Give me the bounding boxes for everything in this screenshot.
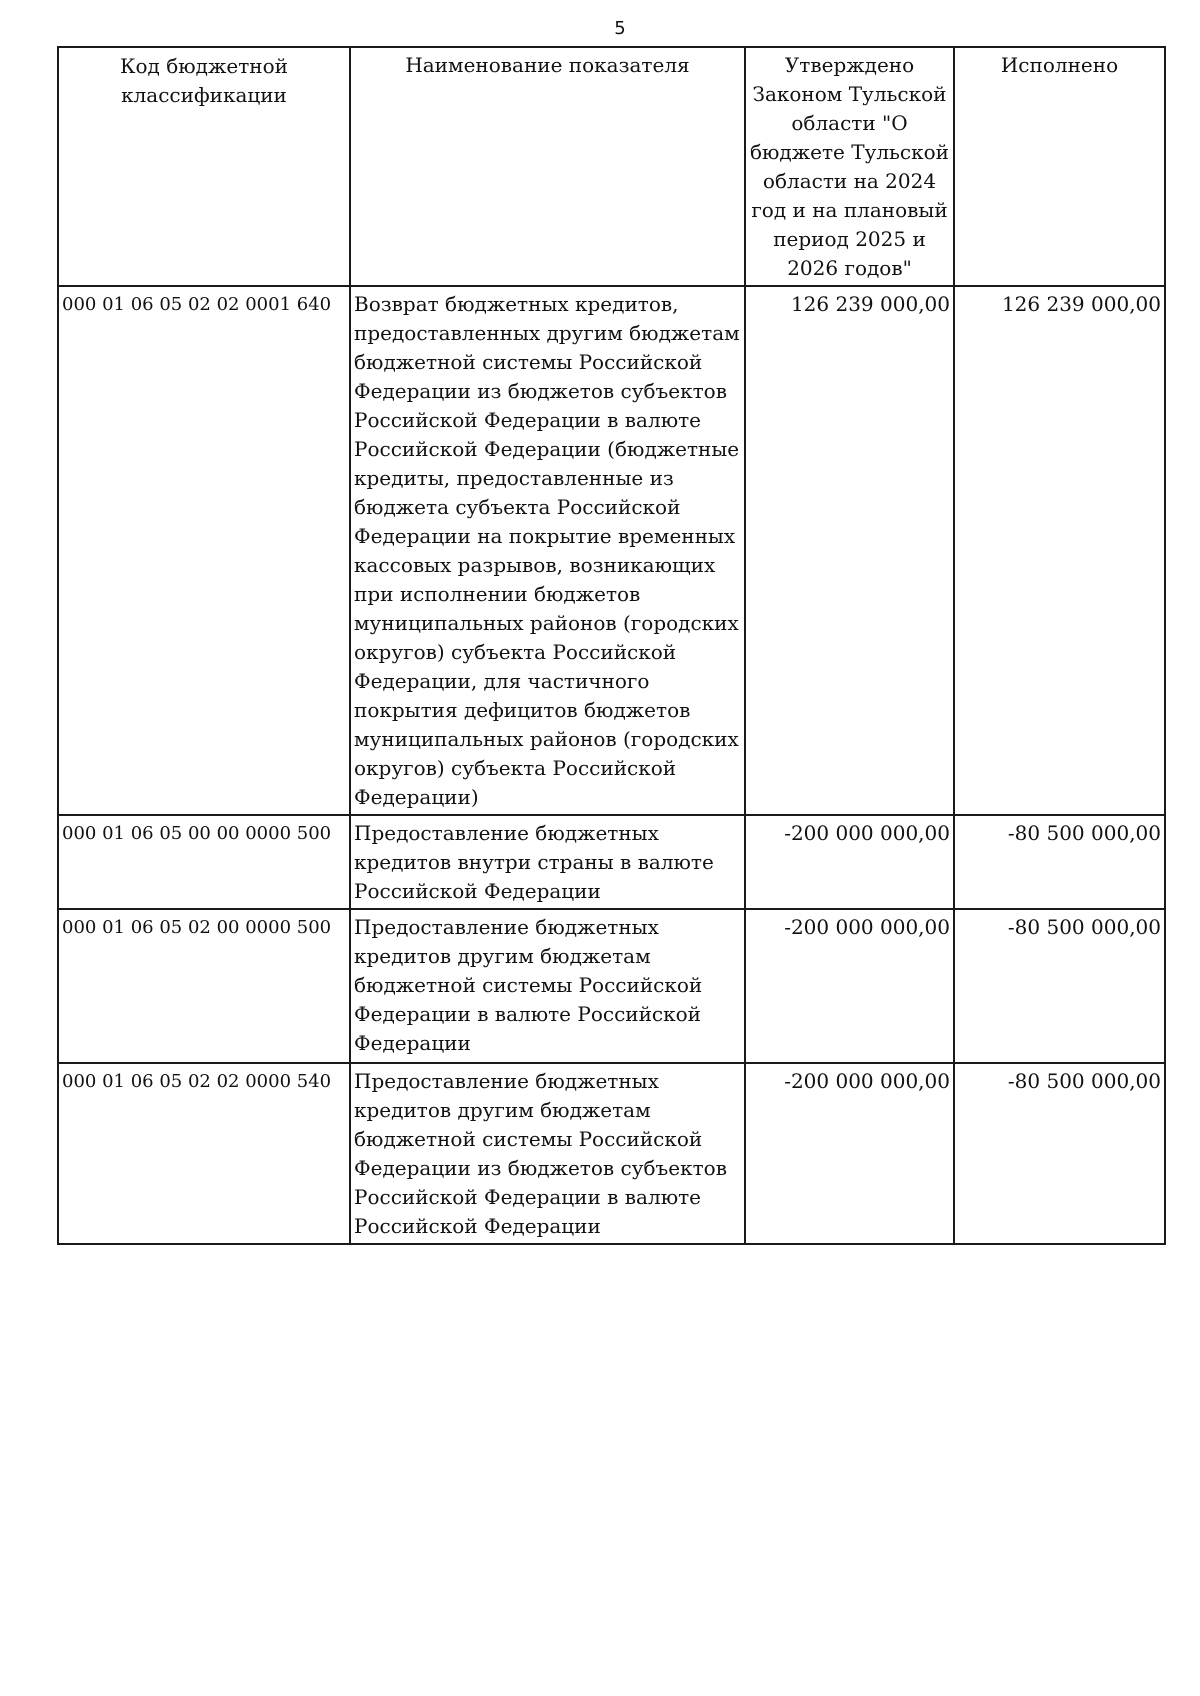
budget-table <box>57 46 1166 1245</box>
header-name: Наименование показателя <box>350 47 745 286</box>
row-approved: -200 000 000,00 <box>745 815 954 909</box>
row-code: 000 01 06 05 02 00 0000 500 <box>58 909 350 1063</box>
table-header-row <box>58 47 1165 286</box>
row-executed: 126 239 000,00 <box>954 286 1165 815</box>
page-number: 5 <box>614 18 626 39</box>
table-row <box>58 909 1165 1063</box>
table-row <box>58 1063 1165 1244</box>
row-approved: -200 000 000,00 <box>745 1063 954 1244</box>
row-name: Предоставление бюджетных кредитов другим бюджетам бюджетной системы Российской Федерации из бюджетов субъектов Российской Федерации в валюте Российской Федерации <box>350 1063 745 1244</box>
row-executed: -80 500 000,00 <box>954 815 1165 909</box>
row-name: Предоставление бюджетных кредитов внутри страны в валюте Российской Федерации <box>350 815 745 909</box>
row-name: Возврат бюджетных кредитов, предоставленных другим бюджетам бюджетной системы Российской Федерации из бюджетов субъектов Российской Федерации в валюте Российской Федерации (бюджетные кредиты, предоставленные из бюджета субъекта Российской Федерации на покрытие временных кассовых разрывов, возникающих при исполнении бюджетов муниципальных районов (городских округов) субъекта Российской Федерации, для частичного покрытия дефицитов бюджетов муниципальных районов (городских округов) субъекта Российской Федерации) <box>350 286 745 815</box>
header-approved: Утверждено Законом Тульской области "О бюджете Тульской области на 2024 год и на плановый период 2025 и 2026 годов" <box>745 47 954 286</box>
table-row <box>58 815 1165 909</box>
row-approved: -200 000 000,00 <box>745 909 954 1063</box>
row-executed: -80 500 000,00 <box>954 1063 1165 1244</box>
row-name: Предоставление бюджетных кредитов другим бюджетам бюджетной системы Российской Федерации в валюте Российской Федерации <box>350 909 745 1063</box>
header-executed: Исполнено <box>954 47 1165 286</box>
row-approved: 126 239 000,00 <box>745 286 954 815</box>
row-code: 000 01 06 05 02 02 0000 540 <box>58 1063 350 1244</box>
row-code: 000 01 06 05 02 02 0001 640 <box>58 286 350 815</box>
header-code: Код бюджетной классификации <box>58 47 350 286</box>
row-code: 000 01 06 05 00 00 0000 500 <box>58 815 350 909</box>
table-row <box>58 286 1165 815</box>
row-executed: -80 500 000,00 <box>954 909 1165 1063</box>
